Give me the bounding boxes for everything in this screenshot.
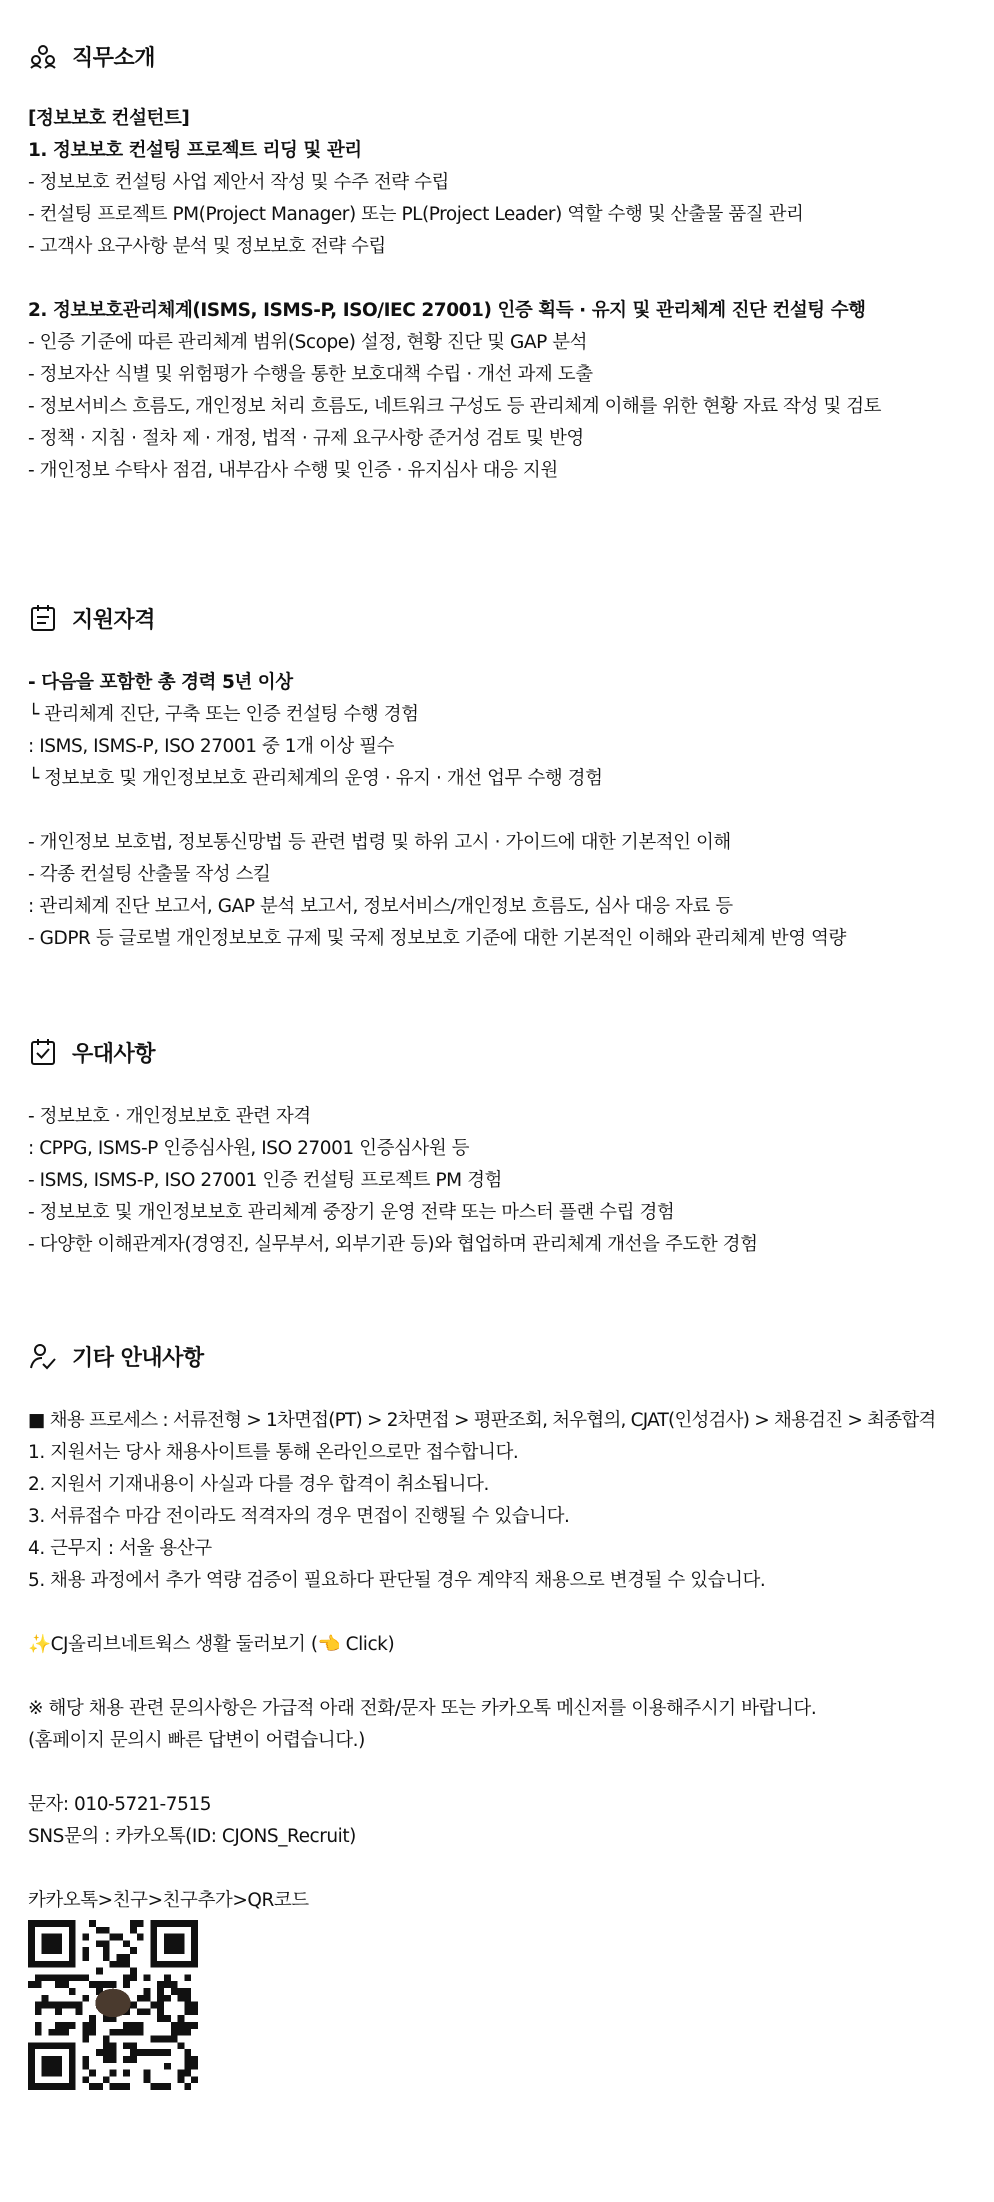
qual-line-3: └ 정보보호 및 개인정보보호 관리체계의 운영 · 유지 · 개선 업무 수행 경험 — [28, 768, 603, 789]
qual-line-0: - 다음을 포함한 총 경력 5년 이상 — [28, 672, 293, 693]
qual-line-5: - 각종 컨설팅 산출물 작성 스킬 — [28, 864, 271, 885]
etc-line-10: SNS문의 : 카카오톡(ID: CJONS_Recruit) — [28, 1826, 356, 1847]
pref-line-4: - 다양한 이해관계자(경영진, 실무부서, 외부기관 등)와 협업하며 관리체계 개선을 주도한 경험 — [28, 1234, 758, 1255]
job-line-9: - 정책 · 지침 · 절차 제 · 개정, 법적 · 규제 요구사항 준거성 검토 및 반영 — [28, 428, 584, 449]
job-line-7: - 정보자산 식별 및 위험평가 수행을 통한 보호대책 수립 · 개선 과제 도출 — [28, 364, 593, 385]
qual-line-4: - 개인정보 보호법, 정보통신망법 등 관련 법령 및 하위 고시 · 가이드에 대한 기본적인 이해 — [28, 832, 731, 853]
job-line-0: [정보보호 컨설턴트] — [28, 108, 190, 129]
pref-line-2: - ISMS, ISMS-P, ISO 27001 인증 컨설팅 프로젝트 PM 경험 — [28, 1170, 502, 1191]
etc-line-1: 1. 지원서는 당사 채용사이트를 통해 온라인으로만 접수합니다. — [28, 1442, 519, 1463]
checklist-icon — [28, 603, 58, 633]
job-line-2: - 정보보호 컨설팅 사업 제안서 작성 및 수주 전략 수립 — [28, 172, 449, 193]
etc-line-8: (홈페이지 문의시 빠른 답변이 어렵습니다.) — [28, 1730, 365, 1751]
pref-line-3: - 정보보호 및 개인정보보호 관리체계 중장기 운영 전략 또는 마스터 플랜 수립 경험 — [28, 1202, 675, 1223]
etc-line-2: 2. 지원서 기재내용이 사실과 다를 경우 합격이 취소됩니다. — [28, 1474, 489, 1495]
etc-line-0: ■ 채용 프로세스 : 서류전형 > 1차면접(PT) > 2차면접 > 평판조회, 처우협의, CJAT(인성검사) > 채용검진 > 최종합격 — [28, 1410, 936, 1431]
qual-line-1: └ 관리체계 진단, 구축 또는 인증 컨설팅 수행 경험 — [28, 704, 419, 725]
job-line-10: - 개인정보 수탁사 점검, 내부감사 수행 및 인증 · 유지심사 대응 지원 — [28, 460, 558, 481]
section-header-qual — [28, 598, 155, 638]
section-title-qual: 지원자격 — [72, 607, 156, 633]
etc-line-11: 카카오톡>친구>친구추가>QR코드 — [28, 1890, 309, 1911]
etc-line-5: 5. 채용 과정에서 추가 역량 검증이 필요하다 판단될 경우 계약직 채용으로 변경될 수 있습니다. — [28, 1570, 766, 1591]
job-line-8: - 정보서비스 흐름도, 개인정보 처리 흐름도, 네트워크 구성도 등 관리체계 이해를 위한 현황 자료 작성 및 검토 — [28, 396, 882, 417]
pref-line-1: : CPPG, ISMS-P 인증심사원, ISO 27001 인증심사원 등 — [28, 1138, 470, 1159]
job-line-3: - 컨설팅 프로젝트 PM(Project Manager) 또는 PL(Project Leader) 역할 수행 및 산출물 품질 관리 — [28, 204, 804, 225]
section-header-job — [28, 36, 155, 76]
job-line-4: - 고객사 요구사항 분석 및 정보보호 전략 수립 — [28, 236, 386, 257]
qual-line-2: : ISMS, ISMS-P, ISO 27001 중 1개 이상 필수 — [28, 736, 395, 757]
section-title-pref: 우대사항 — [72, 1041, 156, 1067]
section-title-job: 직무소개 — [72, 45, 156, 71]
section-header-pref — [28, 1032, 155, 1072]
job-line-6: - 인증 기준에 따른 관리체계 범위(Scope) 설정, 현황 진단 및 GAP 분석 — [28, 332, 588, 353]
section-title-etc: 기타 안내사항 — [72, 1345, 204, 1371]
qual-line-6: : 관리체계 진단 보고서, GAP 분석 보고서, 정보서비스/개인정보 흐름도, 심사 대응 자료 등 — [28, 896, 733, 917]
life-link[interactable]: ✨CJ올리브네트웍스 생활 둘러보기 (👈 Click) — [28, 1634, 395, 1655]
person-check-icon — [28, 1341, 58, 1371]
job-line-1: 1. 정보보호 컨설팅 프로젝트 리딩 및 관리 — [28, 140, 362, 161]
etc-line-4: 4. 근무지 : 서울 용산구 — [28, 1538, 212, 1559]
job-line-5: 2. 정보보호관리체계(ISMS, ISMS-P, ISO/IEC 27001) 인증 획득 · 유지 및 관리체계 진단 컨설팅 수행 — [28, 300, 866, 321]
qr-code-image — [28, 1920, 198, 2090]
qual-line-7: - GDPR 등 글로벌 개인정보보호 규제 및 국제 정보보호 기준에 대한 기본적인 이해와 관리체계 반영 역량 — [28, 928, 846, 949]
section-header-etc — [28, 1336, 204, 1376]
pref-line-0: - 정보보호 · 개인정보보호 관련 자격 — [28, 1106, 311, 1127]
etc-line-3: 3. 서류접수 마감 전이라도 적격자의 경우 면접이 진행될 수 있습니다. — [28, 1506, 570, 1527]
calendar-check-icon — [28, 1037, 58, 1067]
etc-line-9: 문자: 010-5721-7515 — [28, 1794, 212, 1815]
people-group-icon — [28, 41, 58, 71]
etc-line-7: ※ 해당 채용 관련 문의사항은 가급적 아래 전화/문자 또는 카카오톡 메신저를 이용해주시기 바랍니다. — [28, 1698, 817, 1719]
